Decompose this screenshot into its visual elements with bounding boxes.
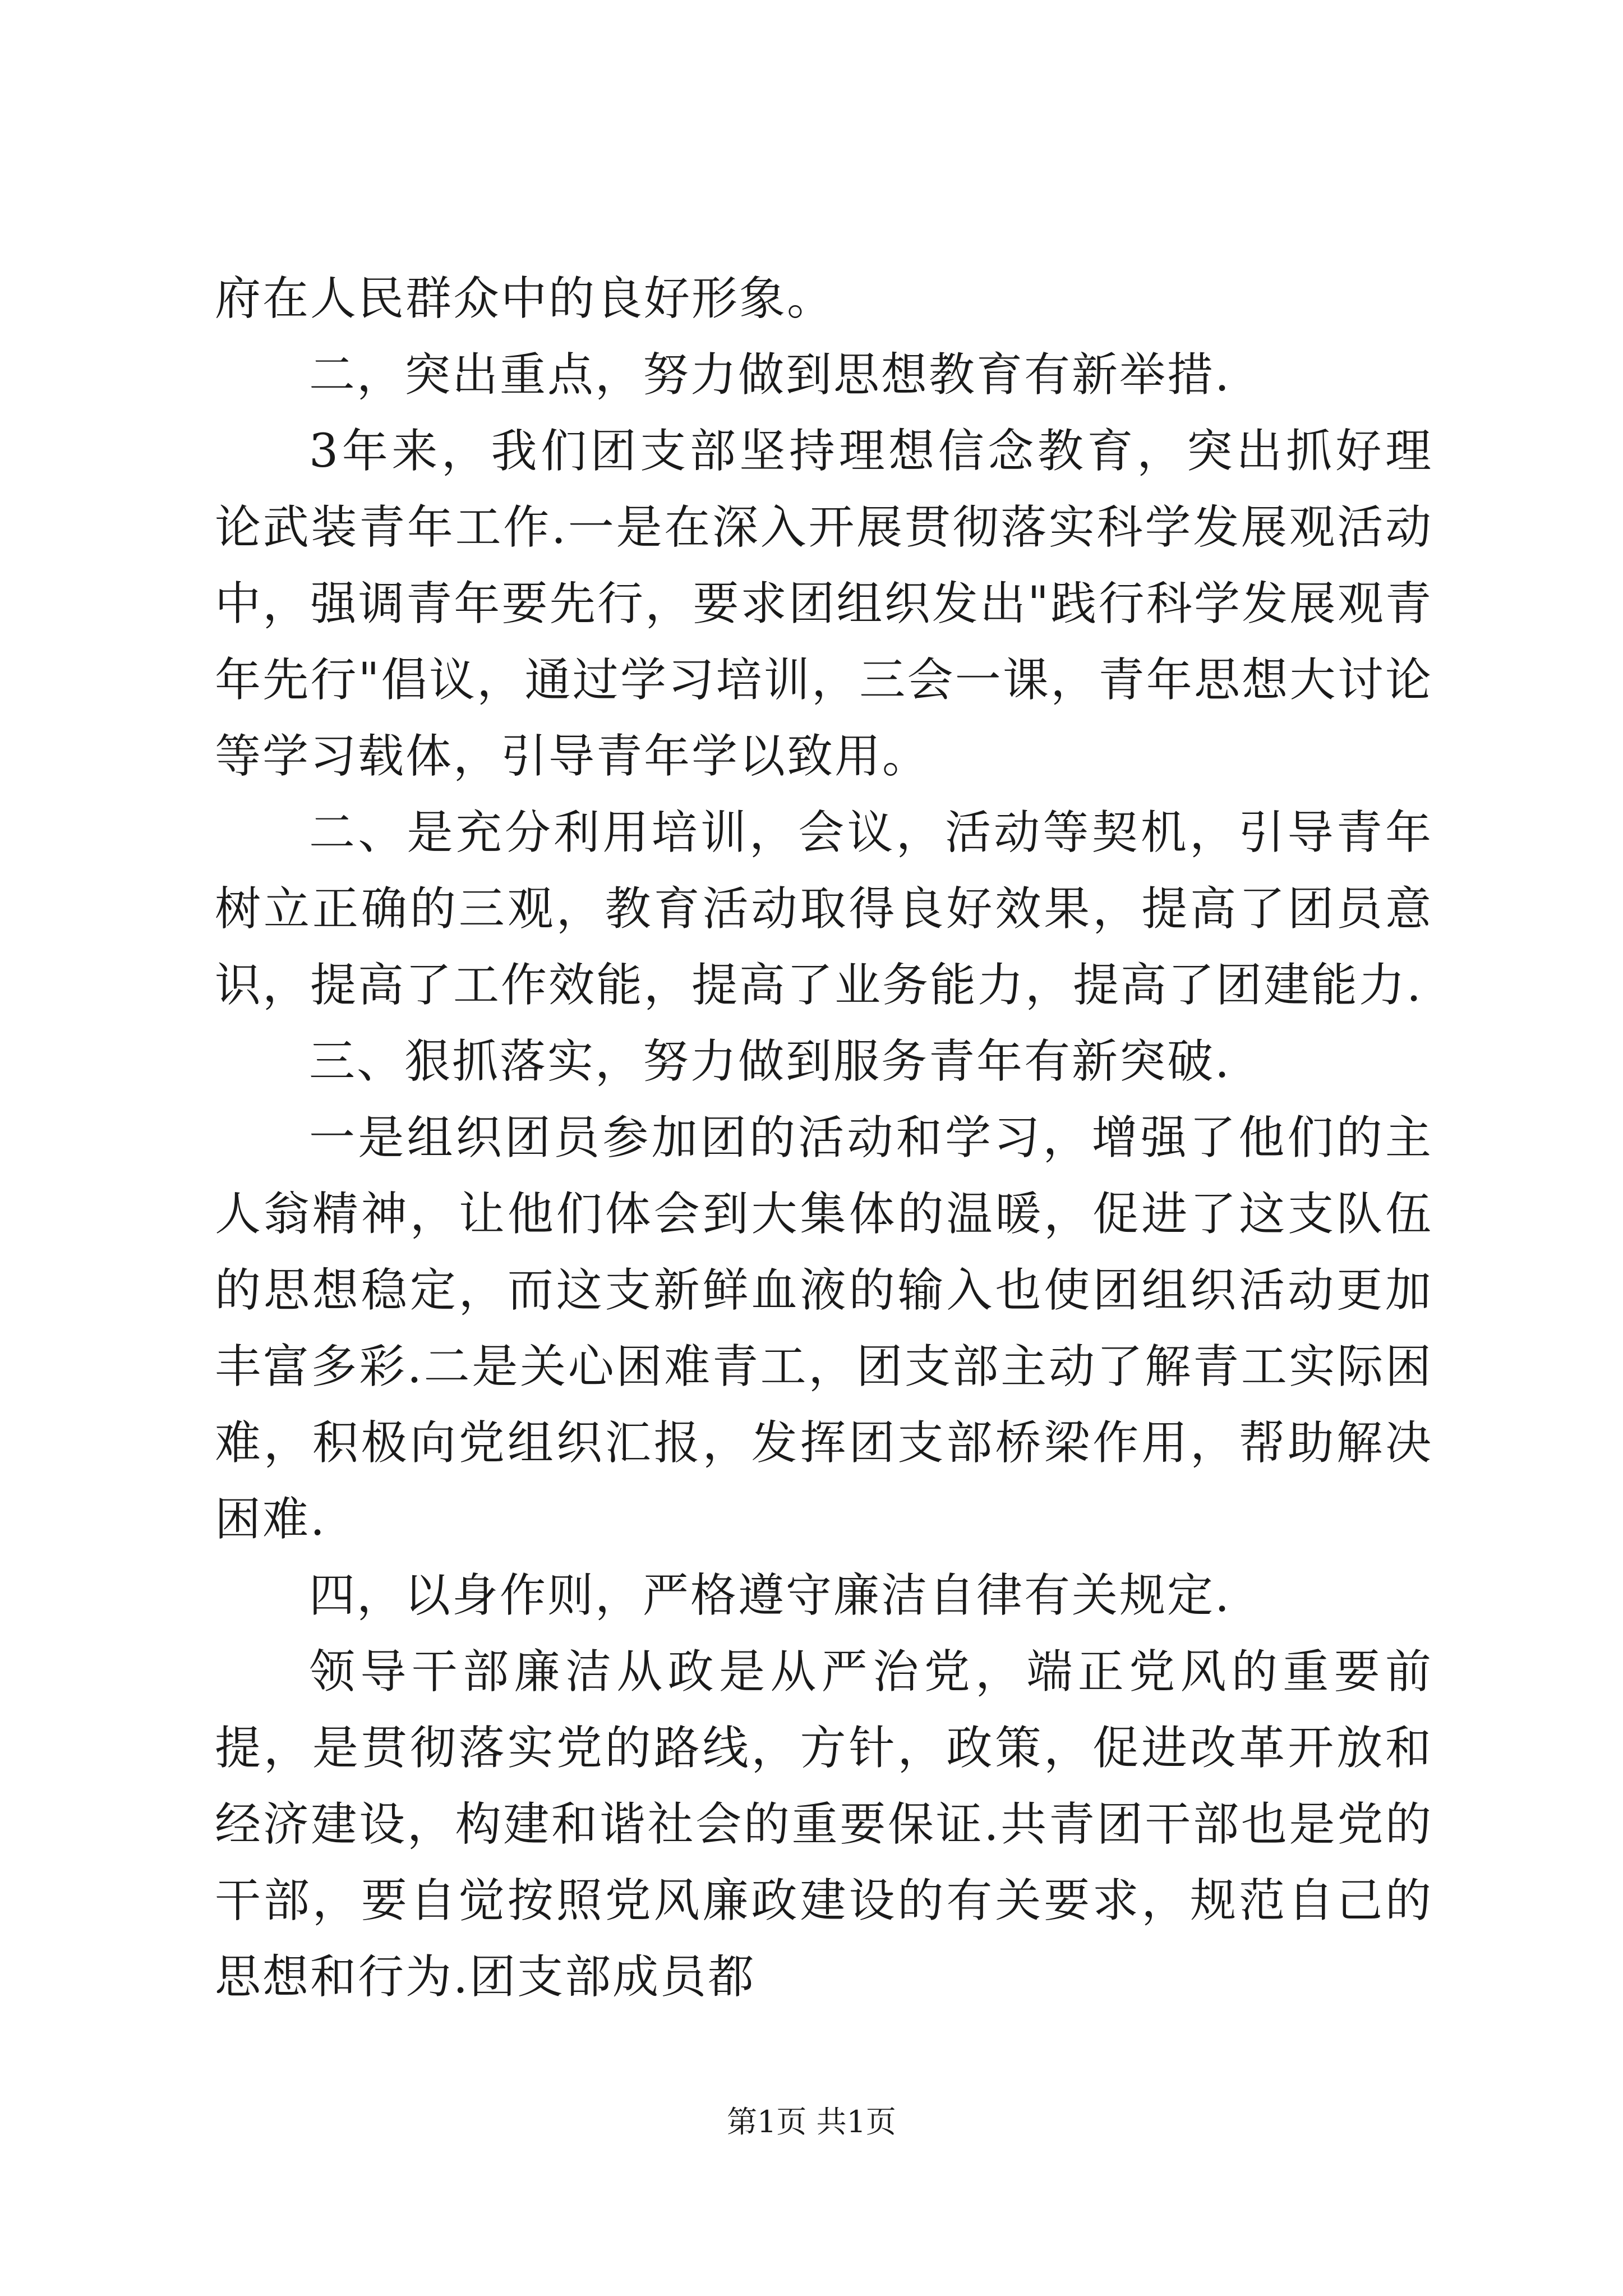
document-body: [215, 261, 1433, 2016]
paragraph-2: 二，突出重点，努力做到思想教育有新举措.: [309, 348, 1232, 402]
paragraph-4: 二、是充分利用培训，会议，活动等契机，引导青年树立正确的三观，教育活动取得良好效果，提高了团员意识，提高了工作效能，提高了业务能力，提高了团建能力.: [215, 806, 1433, 1012]
paragraph-7: 四，以身作则，严格遵守廉洁自律有关规定.: [309, 1569, 1232, 1622]
paragraph-5: 三、狠抓落实，努力做到服务青年有新突破.: [309, 1035, 1232, 1088]
page-footer: [0, 2098, 1623, 2141]
paragraph-1: 府在人民群众中的良好形象。: [215, 272, 835, 325]
paragraph-8: 领导干部廉洁从政是从严治党，端正党风的重要前提，是贯彻落实党的路线，方针，政策，促进改革开放和经济建设，构建和谐社会的重要保证.共青团干部也是党的干部，要自觉按照党风廉政建设的有关要求，规范自己的思想和行为.团支部成员都: [215, 1645, 1433, 2004]
paragraph-6: 一是组织团员参加团的活动和学习，增强了他们的主人翁精神，让他们体会到大集体的温暖，促进了这支队伍的思想稳定，而这支新鲜血液的输入也使团组织活动更加丰富多彩.二是关心困难青工，团支部主动了解青工实际困难，积极向党组织汇报，发挥团支部桥梁作用，帮助解决困难.: [215, 1111, 1433, 1546]
page-number-label: 第1页 共1页: [727, 2104, 896, 2139]
paragraph-3: 3年来，我们团支部坚持理想信念教育，突出抓好理论武装青年工作.一是在深入开展贯彻落实科学发展观活动中，强调青年要先行，要求团组织发出"践行科学发展观青年先行"倡议，通过学习培训，三会一课，青年思想大讨论等学习载体，引导青年学以致用。: [215, 425, 1433, 783]
